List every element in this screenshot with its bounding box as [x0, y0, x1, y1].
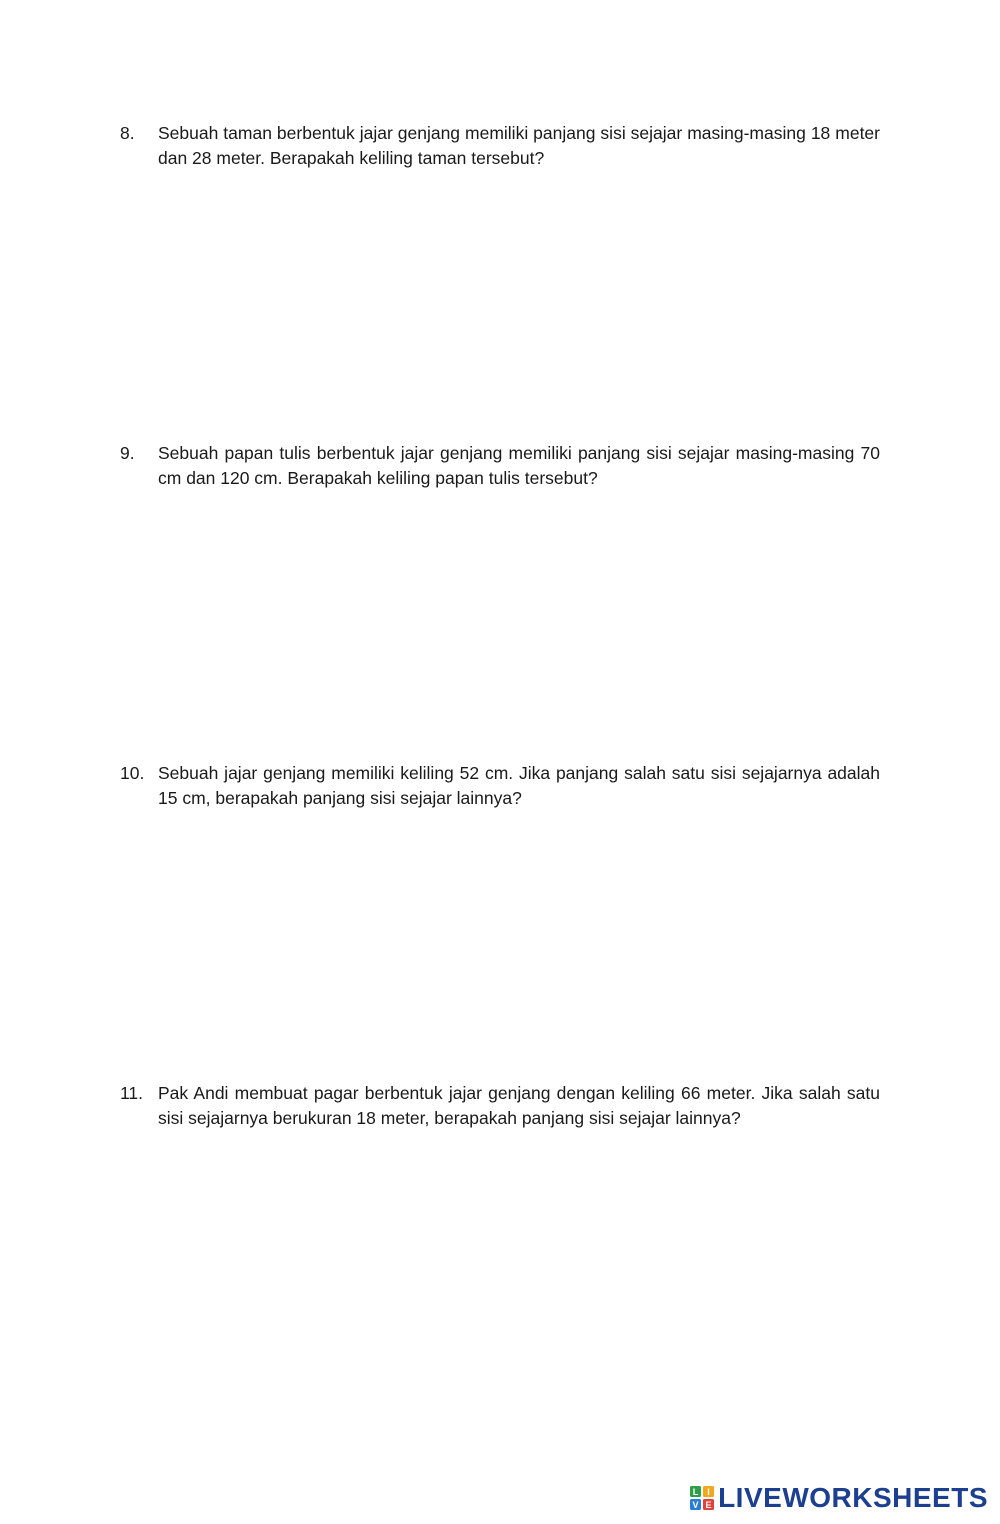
question-text: Sebuah taman berbentuk jajar genjang memiliki panjang sisi sejajar masing-masing 18 meter dan 28 meter. Berapakah keliling taman tersebut? [158, 123, 880, 168]
brand-name: LIVEWORKSHEETS [718, 1482, 988, 1513]
question-number: 8. [120, 123, 135, 143]
question-text: Pak Andi membuat pagar berbentuk jajar genjang dengan keliling 66 meter. Jika salah satu sisi sejajarnya berukuran 18 meter, berapakah panjang sisi sejajar lainnya? [158, 1083, 880, 1128]
logo-letter-v: V [692, 1500, 699, 1510]
question-number: 9. [120, 443, 135, 463]
question-text: Sebuah papan tulis berbentuk jajar genjang memiliki panjang sisi sejajar masing-masing 70 cm dan 120 cm. Berapakah keliling papan tulis tersebut? [158, 443, 880, 488]
question-9 [120, 441, 880, 491]
logo-letter-i: I [707, 1487, 710, 1497]
question-number: 11. [120, 1083, 144, 1103]
liveworksheets-logo-icon [690, 1486, 714, 1510]
logo-letter-e: E [705, 1500, 712, 1510]
question-10 [120, 761, 880, 811]
question-number: 10. [120, 763, 145, 783]
question-text: Sebuah jajar genjang memiliki keliling 52 cm. Jika panjang salah satu sisi sejajarnya adalah 15 cm, berapakah panjang sisi sejajar lainnya? [158, 763, 880, 808]
liveworksheets-brand [690, 1482, 988, 1514]
question-11 [120, 1081, 880, 1131]
logo-letter-l: L [692, 1487, 699, 1497]
question-8 [120, 121, 880, 171]
